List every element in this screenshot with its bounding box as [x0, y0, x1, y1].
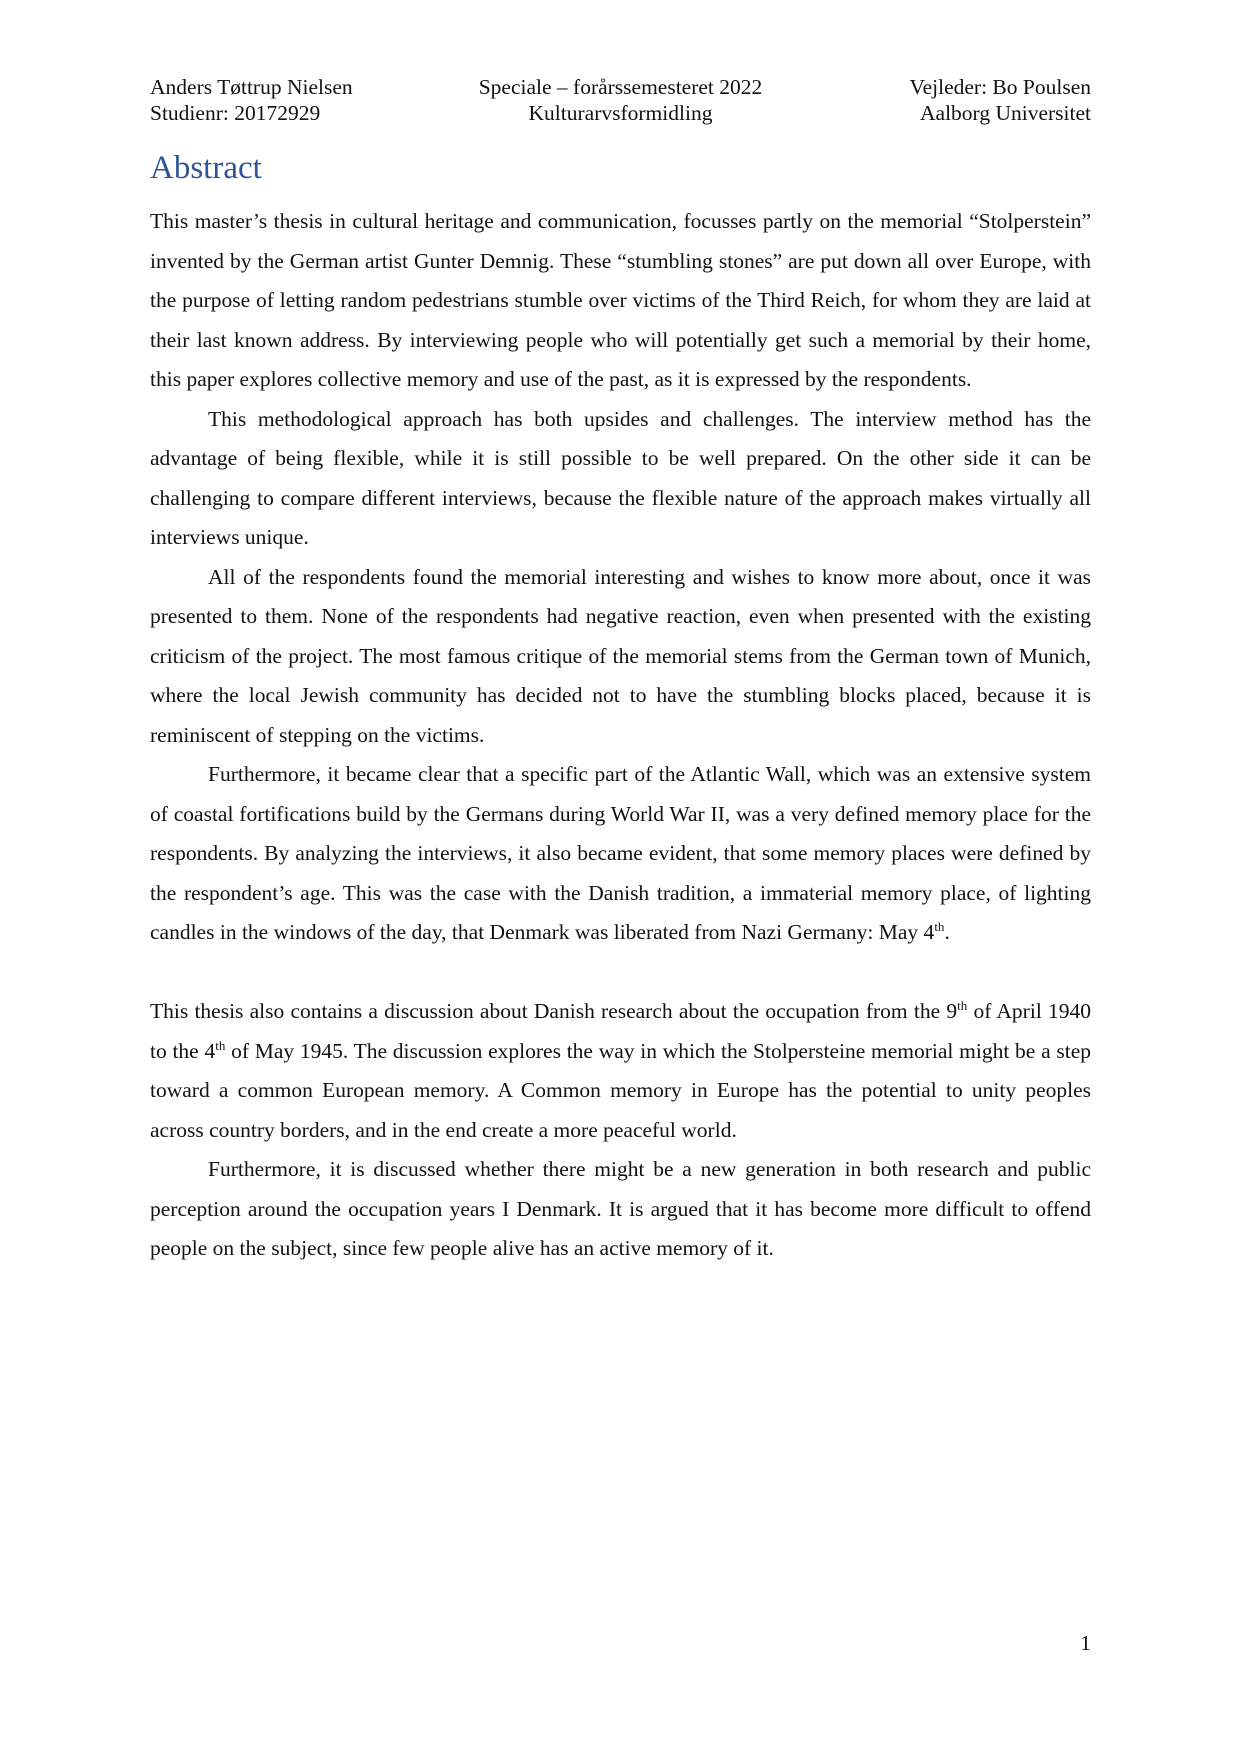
university: Aalborg Universitet [920, 101, 1091, 125]
paragraph-5 [150, 992, 1091, 1150]
thesis-title: Speciale – forårssemesteret 2022 [478, 75, 763, 99]
paragraph-1: This master’s thesis in cultural heritage and communication, focusses partly on the memorial “Stolperstein” invented by the German artist Gunter Demnig. These “stumbling stones” are put down all over Europe, with the purpose of letting random pedestrians stumble over victims of the Third Reich, for whom they are laid at their last known address. By interviewing people who will potentially get such a memorial by their home, this paper explores collective memory and use of the past, as it is expressed by the respondents. [150, 209, 1091, 391]
paragraph-5-part-b: of April 1940 to the 4 [150, 999, 1092, 1063]
page-number: 1 [1080, 1631, 1091, 1655]
paragraph-4 [150, 755, 1091, 953]
header-right [909, 74, 1091, 126]
abstract-heading: Abstract [150, 150, 262, 186]
ordinal-suffix: th [934, 918, 945, 934]
paragraph-2: This methodological approach has both upsides and challenges. The interview method has the advantage of being flexible, while it is still possible to be well prepared. On the other side it can be challenging to compare different interviews, because the flexible nature of the approach makes virtually all interviews unique. [150, 406, 1091, 549]
paragraph-4-end: . [944, 920, 950, 944]
page-header [150, 74, 1091, 130]
program-name: Kulturarvsformidling [528, 101, 713, 125]
paragraph-5-part-c: of May 1945. The discussion explores the way in which the Stolpersteine memorial might be a step toward a common European memory. A Common memory in Europe has the potential to unity peoples across country borders, and in the end create a more peaceful world. [150, 1038, 1091, 1142]
student-number: Studienr: 20172929 [150, 101, 321, 125]
author-name: Anders Tøttrup Nielsen [150, 75, 353, 99]
ordinal-suffix: th [957, 997, 968, 1013]
paragraph-gap [150, 953, 1091, 993]
header-left [150, 74, 353, 126]
paragraph-5-part-a: This thesis also contains a discussion about Danish research about the occupation from the 9 [150, 999, 958, 1023]
paragraph-3: All of the respondents found the memorial interesting and wishes to know more about, once it was presented to them. None of the respondents had negative reaction, even when presented with the existing criticism of the project. The most famous critique of the memorial stems from the German town of Munich, where the local Jewish community has decided not to have the stumbling blocks placed, because it is reminiscent of stepping on the victims. [150, 564, 1091, 747]
supervisor: Vejleder: Bo Poulsen [909, 75, 1091, 99]
paragraph-6: Furthermore, it is discussed whether there might be a new generation in both research and public perception around the occupation years I Denmark. It is argued that it has become more difficult to offend people on the subject, since few people alive has an active memory of it. [150, 1157, 1091, 1260]
paragraph-4-text: Furthermore, it became clear that a specific part of the Atlantic Wall, which was an extensive system of coastal fortifications build by the Germans during World War II, was a very defined memory place for the respondents. By analyzing the interviews, it also became evident, that some memory places were defined by the respondent’s age. This was the case with the Danish tradition, a immaterial memory place, of lighting candles in the windows of the day, that Denmark was liberated from Nazi Germany: May 4 [150, 762, 1091, 944]
abstract-body [150, 202, 1091, 1269]
ordinal-suffix: th [215, 1037, 226, 1053]
